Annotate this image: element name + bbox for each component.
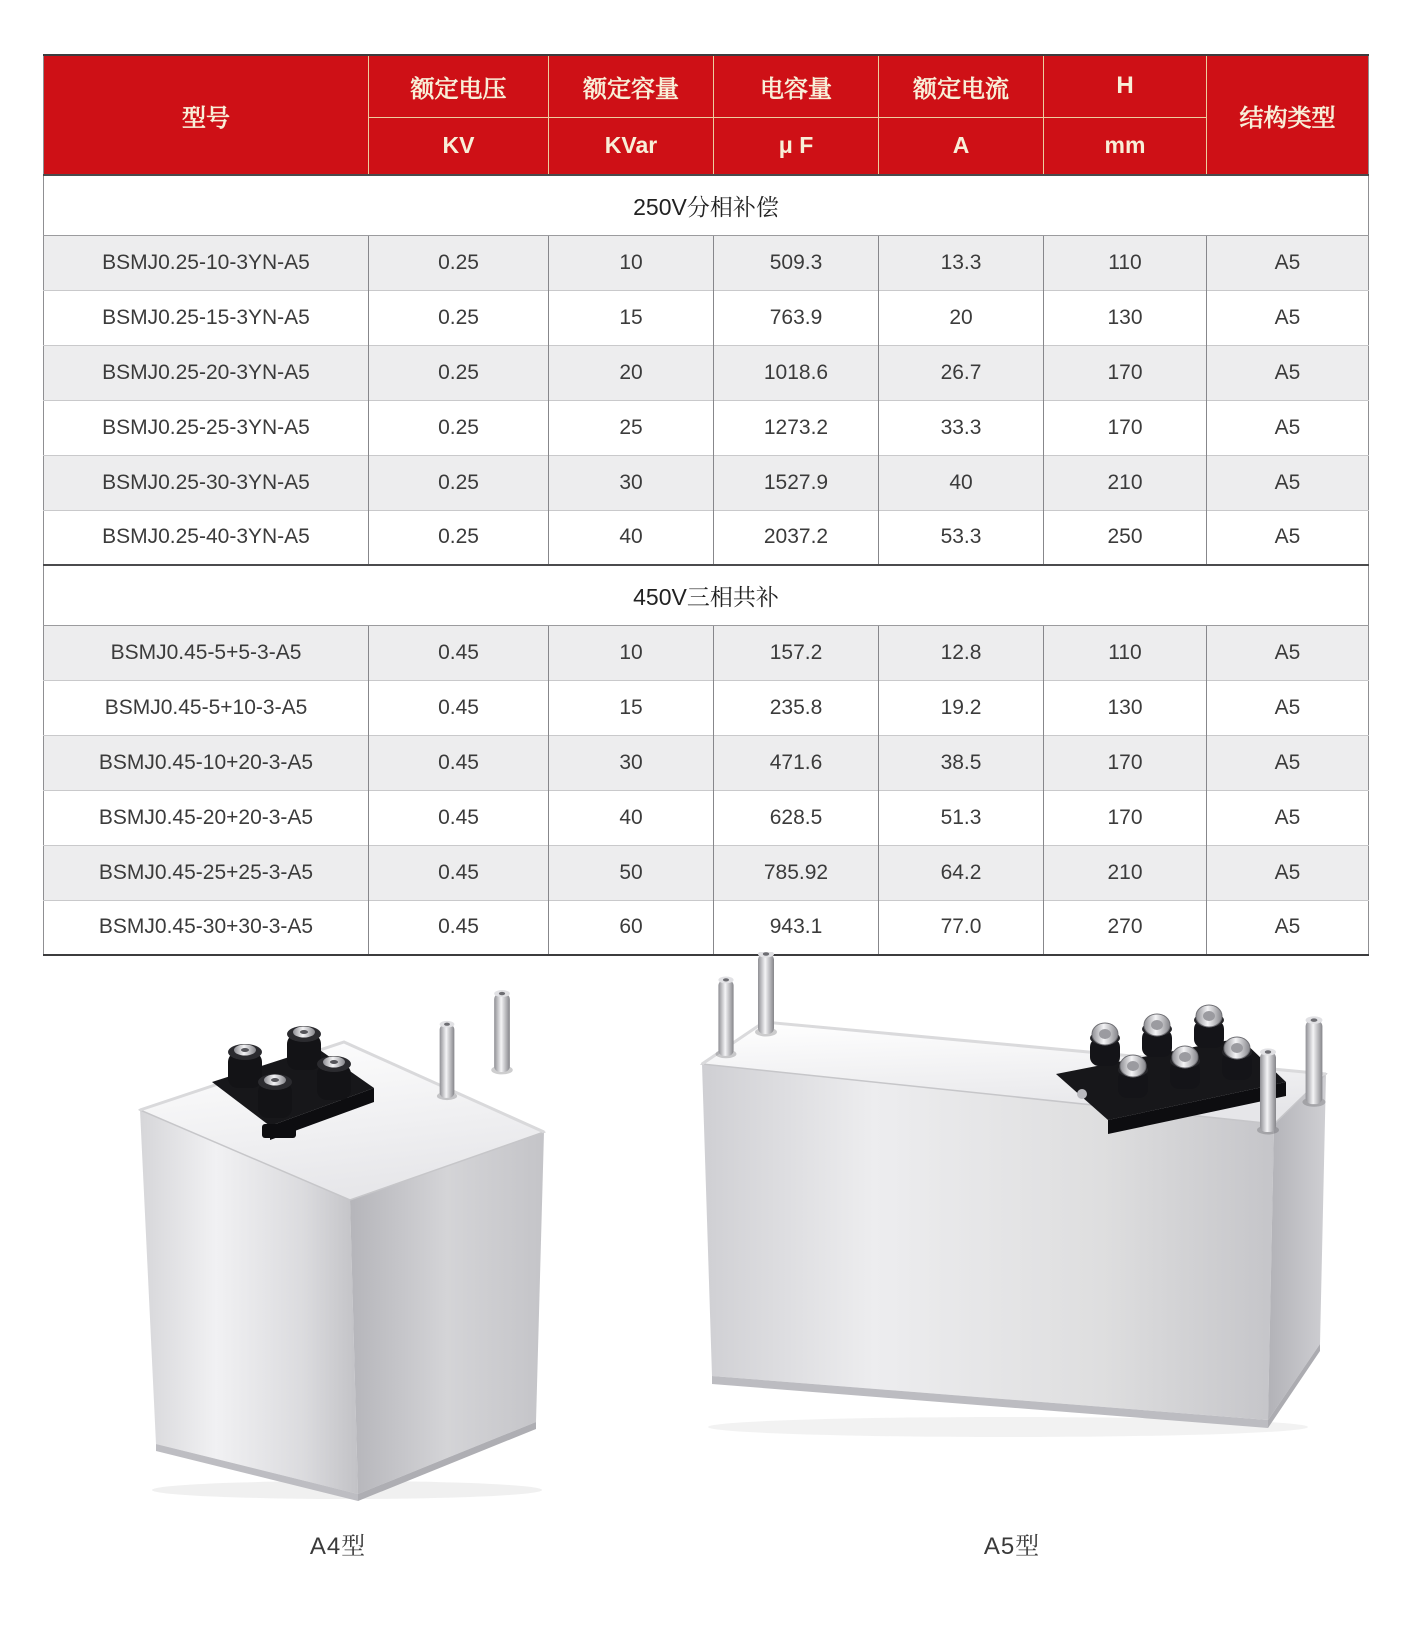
spec-table-header [44,55,1369,175]
header-title-row [44,55,1369,117]
table-row [44,345,1369,400]
cell-model: BSMJ0.25-20-3YN-A5 [44,345,369,400]
cell-uf: 943.1 [714,900,879,955]
cell-structure: A5 [1207,510,1369,565]
section-header-row [44,565,1369,625]
table-row [44,455,1369,510]
cell-model: BSMJ0.25-25-3YN-A5 [44,400,369,455]
table-row [44,735,1369,790]
col-header-height: H [1044,55,1207,117]
cell-uf: 1273.2 [714,400,879,455]
cell-a: 20 [879,290,1044,345]
cell-a: 19.2 [879,680,1044,735]
cell-structure: A5 [1207,290,1369,345]
cell-mm: 270 [1044,900,1207,955]
cell-structure: A5 [1207,790,1369,845]
cell-structure: A5 [1207,455,1369,510]
cell-model: BSMJ0.45-25+25-3-A5 [44,845,369,900]
a4-capacitor-photo [112,982,564,1502]
cell-uf: 763.9 [714,290,879,345]
cell-mm: 170 [1044,790,1207,845]
col-unit-mm: mm [1044,117,1207,175]
table-row [44,790,1369,845]
cell-uf: 509.3 [714,235,879,290]
cell-model: BSMJ0.25-30-3YN-A5 [44,455,369,510]
col-unit-uf: μ F [714,117,879,175]
col-header-rated-current: 额定电流 [879,55,1044,117]
cell-kvar: 30 [549,455,714,510]
col-header-rated-voltage: 额定电压 [369,55,549,117]
cell-mm: 250 [1044,510,1207,565]
cell-a: 64.2 [879,845,1044,900]
col-unit-a: A [879,117,1044,175]
cell-kvar: 15 [549,680,714,735]
figure-a5 [678,952,1346,1561]
cell-structure: A5 [1207,235,1369,290]
cell-mm: 110 [1044,625,1207,680]
cell-a: 51.3 [879,790,1044,845]
cell-kvar: 60 [549,900,714,955]
cell-kv: 0.45 [369,845,549,900]
cell-kvar: 15 [549,290,714,345]
cell-uf: 785.92 [714,845,879,900]
cell-mm: 170 [1044,735,1207,790]
cell-kv: 0.25 [369,345,549,400]
cell-kv: 0.45 [369,625,549,680]
cell-kv: 0.25 [369,290,549,345]
table-row [44,625,1369,680]
cell-kvar: 10 [549,235,714,290]
figure-a4-caption: A4型 [309,1533,367,1560]
cell-kv: 0.45 [369,735,549,790]
cell-kv: 0.25 [369,510,549,565]
figure-a4 [112,982,564,1561]
cell-uf: 1018.6 [714,345,879,400]
cell-a: 53.3 [879,510,1044,565]
cell-a: 13.3 [879,235,1044,290]
table-row [44,400,1369,455]
cell-uf: 157.2 [714,625,879,680]
col-header-structure: 结构类型 [1207,55,1369,175]
cell-a: 12.8 [879,625,1044,680]
cell-mm: 130 [1044,680,1207,735]
cell-structure: A5 [1207,680,1369,735]
a5-capacitor-photo [678,952,1346,1452]
cell-model: BSMJ0.45-20+20-3-A5 [44,790,369,845]
cell-uf: 2037.2 [714,510,879,565]
cell-kvar: 50 [549,845,714,900]
a4-stud-terminals [437,990,513,1100]
cell-kvar: 20 [549,345,714,400]
cell-model: BSMJ0.25-10-3YN-A5 [102,250,310,274]
cell-structure: A5 [1207,345,1369,400]
col-unit-kv: KV [369,117,549,175]
col-header-capacitance: 电容量 [714,55,879,117]
cell-mm: 210 [1044,845,1207,900]
cell-a: 26.7 [879,345,1044,400]
cell-structure: A5 [1207,900,1369,955]
cell-mm: 170 [1044,345,1207,400]
spec-table-body [44,175,1369,955]
cell-mm: 170 [1044,400,1207,455]
cell-model: BSMJ0.25-40-3YN-A5 [44,510,369,565]
cell-structure: A5 [1207,735,1369,790]
cell-structure: A5 [1207,400,1369,455]
cell-kv: 0.25 [369,455,549,510]
table-row [44,290,1369,345]
cell-a: 38.5 [879,735,1044,790]
cell-a: 77.0 [879,900,1044,955]
cell-kvar: 10 [549,625,714,680]
cell-model: BSMJ0.45-5+10-3-A5 [44,680,369,735]
cell-kvar: 40 [549,510,714,565]
cell-kvar: 40 [549,790,714,845]
col-unit-kvar: KVar [549,117,714,175]
cell-uf: 1527.9 [714,455,879,510]
cell-uf: 471.6 [714,735,879,790]
table-row [44,845,1369,900]
cell-kv: 0.45 [369,680,549,735]
cell-kv: 0.25 [369,400,549,455]
cell-model: BSMJ0.45-5+5-3-A5 [110,640,302,664]
cell-mm: 110 [1044,235,1207,290]
section-title: 450V三相共补 [44,565,1369,625]
cell-a: 33.3 [879,400,1044,455]
cell-uf: 235.8 [714,680,879,735]
section-title: 250V分相补偿 [44,175,1369,235]
cell-a: 40 [879,455,1044,510]
table-row [44,235,1369,290]
cell-model: BSMJ0.45-10+20-3-A5 [44,735,369,790]
spec-table [43,54,1369,956]
cell-kv: 0.45 [369,790,549,845]
col-header-rated-capacity: 额定容量 [549,55,714,117]
cell-kv: 0.45 [369,900,549,955]
cell-structure: A5 [1207,625,1369,680]
table-row [44,680,1369,735]
cell-kvar: 25 [549,400,714,455]
cell-structure: A5 [1207,845,1369,900]
section-header-row [44,175,1369,235]
cell-uf: 628.5 [714,790,879,845]
cell-mm: 210 [1044,455,1207,510]
col-header-model: 型号 [44,55,369,175]
cell-kvar: 30 [549,735,714,790]
table-row [44,510,1369,565]
figure-a5-caption: A5型 [983,1533,1041,1560]
cell-model: BSMJ0.45-30+30-3-A5 [44,900,369,955]
table-row [44,900,1369,955]
cell-kv: 0.25 [369,235,549,290]
cell-mm: 130 [1044,290,1207,345]
cell-model: BSMJ0.25-15-3YN-A5 [44,290,369,345]
